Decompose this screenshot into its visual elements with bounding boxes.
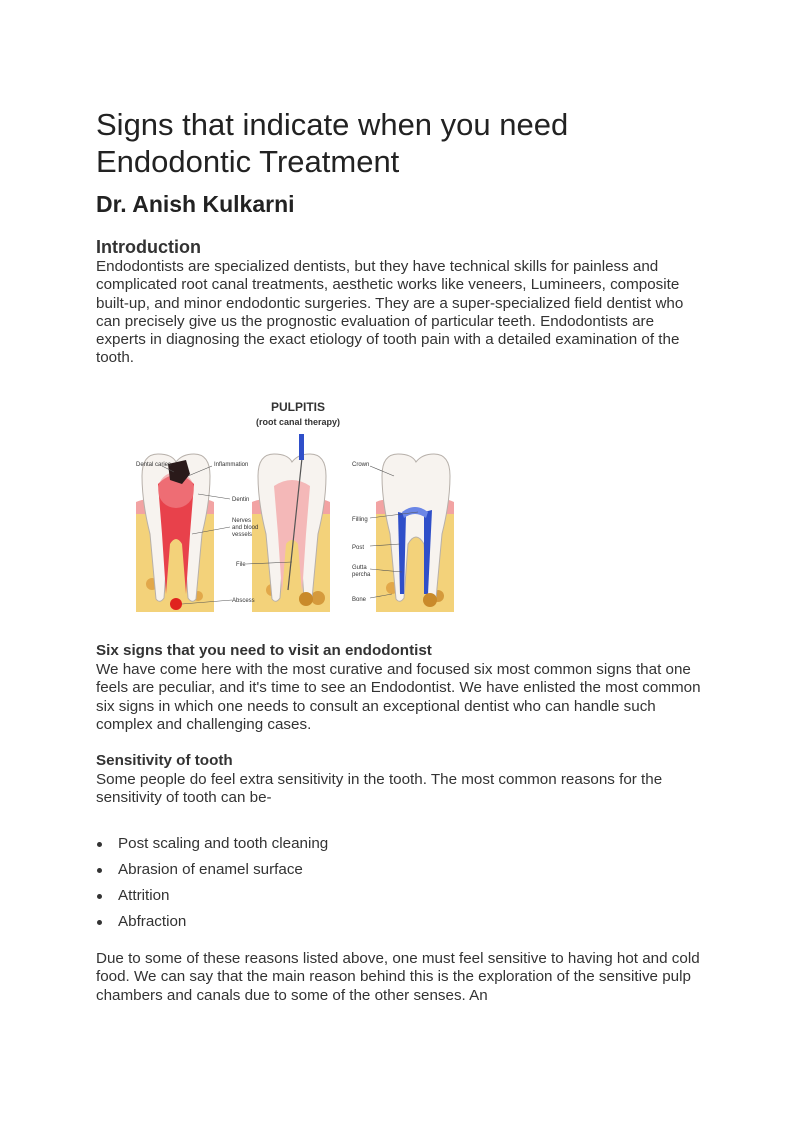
sensitivity-reasons-list [96,834,328,938]
label-nerves: Nerves [232,518,252,524]
six-signs-heading: Six signs that you need to visit an endodontist [96,642,432,659]
sensitivity-heading: Sensitivity of tooth [96,752,233,769]
label-dentin: Dentin [232,497,250,503]
figure-subtitle: (root canal therapy) [255,417,341,427]
label-abscess: Abscess [232,598,255,604]
label-inflammation: Inflammation [214,462,249,468]
list-item: Post scaling and tooth cleaning [96,834,328,860]
bullet-icon [97,920,102,925]
six-signs-paragraph: We have come here with the most curative and focused six most common signs that one feels are peculiar, and it's time to see an Endodontist. We have enlisted the most common six signs in which one needs to consult an exceptional dentist who can handle such complex and challenging cases. [96,661,701,733]
label-crown: Crown [352,462,370,468]
author-name: Dr. Anish Kulkarni [96,191,295,217]
sensitivity-paragraph: Some people do feel extra sensitivity in the tooth. The most common reasons for the sensitivity of tooth can be- [96,771,663,807]
list-item: Abfraction [96,912,328,938]
endodontic-file-handle [299,434,304,460]
label-dental-caries: Dental caries [136,462,172,468]
figure-title: PULPITIS [270,400,326,414]
introduction-paragraph: Endodontists are specialized dentists, but they have technical skills for painless and complicated root canal treatments, aesthetic works like veneers, Lumineers, composite built-up, and minor endodontic surgeries. They are a super-specialized field dentist who can precisely give us the prognostic evaluation of particular teeth. Endodontists are experts in diagnosing the exact etiology of tooth pain with a detailed examination of the tooth. [96,258,684,367]
bullet-icon [97,842,102,847]
label-file: File [236,562,246,568]
list-item: Abrasion of enamel surface [96,860,328,886]
introduction-heading: Introduction [96,237,201,257]
label-filling: Filling [352,517,368,523]
label-post: Post [352,545,365,551]
bullet-icon [97,868,102,873]
label-gutta: Gutta [352,565,367,571]
page-title: Signs that indicate when you need Endodontic Treatment [96,107,569,179]
pulpitis-figure [132,394,466,619]
label-and-blood: and blood [232,525,259,531]
bullet-icon [97,894,102,899]
list-item: Attrition [96,886,328,912]
label-percha: percha [352,572,371,578]
label-vessels: vessels [232,532,253,538]
closing-paragraph: Due to some of these reasons listed above, one must feel sensitive to having hot and cold food. We can say that the main reason behind this is the exploration of the sensitive pulp chambers and canals due to some of the other senses. An [96,950,700,1004]
label-bone: Bone [352,597,367,603]
